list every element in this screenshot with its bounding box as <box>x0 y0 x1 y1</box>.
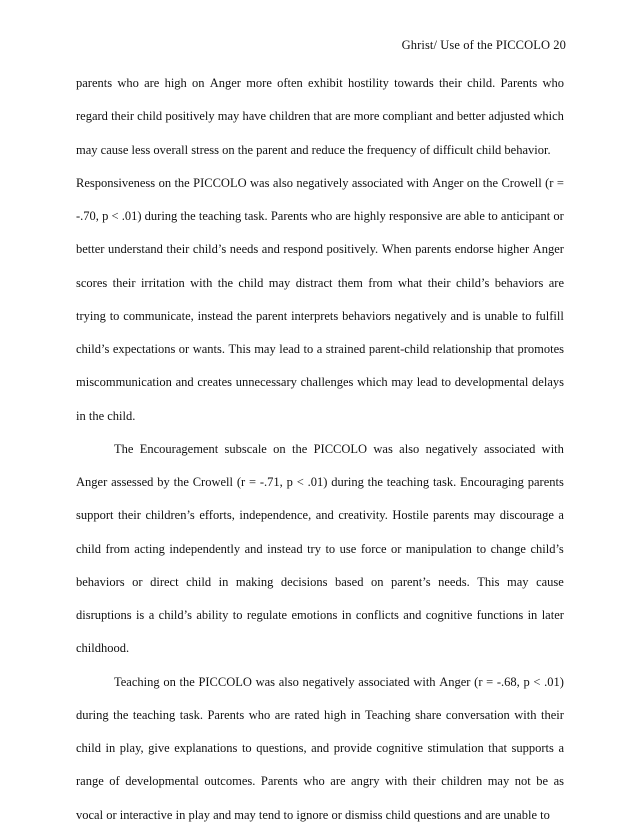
paragraph <box>76 433 564 666</box>
paragraph <box>76 67 564 167</box>
running-head: Ghrist/ Use of the PICCOLO 20 <box>401 38 566 52</box>
text-line: range of developmental outcomes. Parents who are angry with their children may not be as <box>76 774 564 789</box>
text-line: The Encouragement subscale on the PICCOLO was also negatively associated with <box>114 441 564 456</box>
text-line: support their children’s efforts, independence, and creativity. Hostile parents may discourage a <box>76 508 564 523</box>
text-line: better understand their child’s needs and respond positively. When parents endorse higher Anger <box>76 242 564 257</box>
text-line: disruptions is a child’s ability to regulate emotions in conflicts and cognitive functions in later <box>76 608 564 622</box>
text-line: vocal or interactive in play and may tend to ignore or dismiss child questions and are unable to <box>76 807 550 822</box>
paragraph <box>76 167 564 433</box>
text-line: scores their irritation with the child may distract them from what their child’s behaviors are <box>76 275 564 290</box>
text-line: -.70, p < .01) during the teaching task. Parents who are highly responsive are able to anticipant or <box>76 209 564 223</box>
text-line: trying to communicate, instead the parent interprets behaviors negatively and is unable to fulfill <box>76 308 564 323</box>
text-line: childhood. <box>76 641 130 656</box>
text-line: Teaching on the PICCOLO was also negatively associated with Anger (r = -.68, p < .01) <box>114 674 564 689</box>
text-line: child’s expectations or wants. This may lead to a strained parent-child relationship that promotes <box>76 342 564 356</box>
text-line: Responsiveness on the PICCOLO was also negatively associated with Anger on the Crowell (r = <box>76 175 564 190</box>
text-line: child in play, give explanations to questions, and provide cognitive stimulation that supports a <box>76 741 564 755</box>
body-text <box>76 67 564 832</box>
paragraph <box>76 666 564 832</box>
text-line: in the child. <box>76 408 136 423</box>
text-line: miscommunication and creates unnecessary challenges which may lead to developmental delays <box>76 375 564 390</box>
text-line: Anger assessed by the Crowell (r = -.71, p < .01) during the teaching task. Encouraging parents <box>76 475 564 489</box>
text-line: child from acting independently and instead try to use force or manipulation to change child’s <box>76 541 564 556</box>
text-line: regard their child positively may have children that are more compliant and better adjusted which <box>76 109 564 124</box>
text-line: behaviors or direct child in making decisions based on parent’s needs. This may cause <box>76 574 564 589</box>
text-line: parents who are high on Anger more often exhibit hostility towards their child. Parents who <box>76 76 564 90</box>
text-line: may cause less overall stress on the parent and reduce the frequency of difficult child behavior. <box>76 142 551 157</box>
text-line: during the teaching task. Parents who are rated high in Teaching share conversation with their <box>76 707 564 722</box>
